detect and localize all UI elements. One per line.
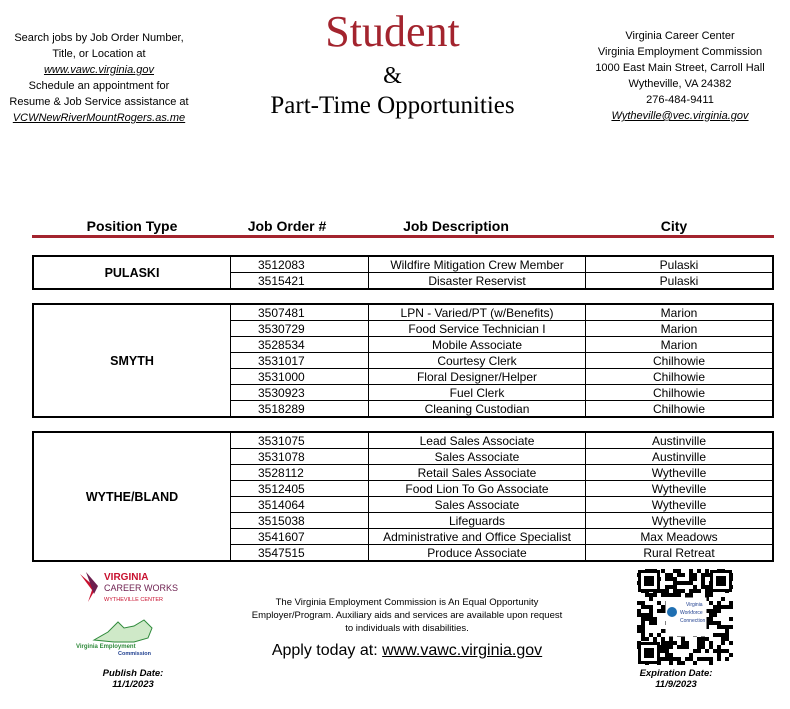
expiration-date-value: 11/9/2023 bbox=[655, 679, 697, 690]
job-city: Pulaski bbox=[586, 256, 774, 273]
job-order-number: 3514064 bbox=[231, 497, 369, 513]
vawc-link[interactable]: www.vawc.virginia.gov bbox=[43, 64, 155, 76]
eeo-line: to individuals with disabilities. bbox=[345, 623, 469, 634]
appointment-link[interactable]: VCWNewRiverMountRogers.as.me bbox=[12, 112, 186, 124]
job-city: Wytheville bbox=[586, 465, 774, 481]
job-description: Food Lion To Go Associate bbox=[369, 481, 586, 497]
column-header-job-order: Job Order # bbox=[247, 218, 327, 234]
job-order-number: 3512405 bbox=[231, 481, 369, 497]
table-row bbox=[33, 256, 773, 273]
left-info-line: Title, or Location at bbox=[52, 48, 146, 60]
job-city: Wytheville bbox=[586, 497, 774, 513]
job-city: Chilhowie bbox=[586, 369, 774, 385]
virginia-state-outline-icon bbox=[74, 618, 160, 658]
vcw-name-line1: VIRGINIA bbox=[104, 572, 149, 583]
job-order-number: 3531000 bbox=[231, 369, 369, 385]
vcw-center-name: WYTHEVILLE CENTER bbox=[104, 597, 163, 603]
vec-name-line2: Commission bbox=[118, 651, 152, 657]
job-description: Floral Designer/Helper bbox=[369, 369, 586, 385]
qr-badge-line3: Connection bbox=[680, 618, 706, 624]
title-ampersand: & bbox=[383, 63, 402, 89]
job-city: Pulaski bbox=[586, 273, 774, 290]
eeo-line: The Virginia Employment Commission is An Equal Opportunity bbox=[275, 597, 539, 608]
table-row bbox=[33, 432, 773, 449]
expiration-date-block bbox=[628, 668, 724, 690]
job-city: Rural Retreat bbox=[586, 545, 774, 562]
email-link[interactable]: Wytheville@vec.virginia.gov bbox=[611, 110, 749, 122]
job-city: Chilhowie bbox=[586, 353, 774, 369]
qr-badge-line2: Workforce bbox=[680, 610, 703, 616]
job-city: Max Meadows bbox=[586, 529, 774, 545]
job-description: Administrative and Office Specialist bbox=[369, 529, 586, 545]
career-works-bird-icon bbox=[78, 568, 188, 610]
job-description: Retail Sales Associate bbox=[369, 465, 586, 481]
eeo-statement bbox=[232, 596, 582, 635]
job-order-number: 3530729 bbox=[231, 321, 369, 337]
job-order-number: 3518289 bbox=[231, 401, 369, 418]
page-title: Student bbox=[325, 7, 460, 56]
publish-date-label: Publish Date: bbox=[102, 668, 164, 679]
job-city: Chilhowie bbox=[586, 385, 774, 401]
qr-code[interactable] bbox=[636, 568, 734, 666]
job-order-number: 3515421 bbox=[231, 273, 369, 290]
publish-date-value: 11/1/2023 bbox=[112, 679, 154, 690]
apply-link[interactable]: www.vawc.virginia.gov bbox=[382, 642, 543, 659]
job-city: Wytheville bbox=[586, 481, 774, 497]
group-location: WYTHE/BLAND bbox=[33, 432, 231, 561]
page-subtitle: Part-Time Opportunities bbox=[270, 92, 515, 119]
job-description: Lifeguards bbox=[369, 513, 586, 529]
vcw-name-line2: CAREER WORKS bbox=[104, 583, 179, 593]
job-city: Marion bbox=[586, 304, 774, 321]
job-order-number: 3531075 bbox=[231, 432, 369, 449]
job-order-number: 3507481 bbox=[231, 304, 369, 321]
job-city: Marion bbox=[586, 337, 774, 353]
header-divider bbox=[32, 235, 774, 238]
job-city: Austinville bbox=[586, 432, 774, 449]
workforce-connection-globe-icon bbox=[667, 607, 677, 617]
table-row bbox=[33, 304, 773, 321]
job-group-pulaski bbox=[32, 255, 774, 290]
job-description: Produce Associate bbox=[369, 545, 586, 562]
job-description: Sales Associate bbox=[369, 497, 586, 513]
job-description: LPN - Varied/PT (w/Benefits) bbox=[369, 304, 586, 321]
job-order-number: 3515038 bbox=[231, 513, 369, 529]
job-description: Sales Associate bbox=[369, 449, 586, 465]
address-city: Wytheville, VA 24382 bbox=[628, 78, 732, 90]
publish-date-block bbox=[88, 668, 178, 690]
virginia-career-works-logo bbox=[78, 568, 188, 610]
center-name: Virginia Career Center bbox=[625, 30, 735, 42]
column-header-city: City bbox=[660, 218, 688, 234]
job-order-number: 3528534 bbox=[231, 337, 369, 353]
job-group-wythe-bland bbox=[32, 431, 774, 562]
qr-badge-line1: Virginia bbox=[686, 602, 703, 608]
left-info-block bbox=[0, 30, 198, 126]
job-description: Courtesy Clerk bbox=[369, 353, 586, 369]
job-city: Marion bbox=[586, 321, 774, 337]
job-order-number: 3531017 bbox=[231, 353, 369, 369]
job-description: Mobile Associate bbox=[369, 337, 586, 353]
job-description: Fuel Clerk bbox=[369, 385, 586, 401]
job-order-number: 3531078 bbox=[231, 449, 369, 465]
qr-code-icon bbox=[636, 568, 734, 666]
job-city: Austinville bbox=[586, 449, 774, 465]
commission-name: Virginia Employment Commission bbox=[597, 46, 763, 58]
right-info-block bbox=[580, 28, 780, 124]
left-info-line: Resume & Job Service assistance at bbox=[9, 96, 189, 108]
job-order-number: 3541607 bbox=[231, 529, 369, 545]
apply-callout bbox=[232, 642, 582, 660]
virginia-employment-commission-logo bbox=[74, 618, 160, 658]
expiration-date-label: Expiration Date: bbox=[639, 668, 713, 679]
apply-prefix: Apply today at: bbox=[271, 642, 378, 659]
job-order-number: 3528112 bbox=[231, 465, 369, 481]
job-city: Chilhowie bbox=[586, 401, 774, 418]
job-description: Cleaning Custodian bbox=[369, 401, 586, 418]
left-info-line: Search jobs by Job Order Number, bbox=[14, 32, 184, 44]
address-street: 1000 East Main Street, Carroll Hall bbox=[595, 62, 765, 74]
phone-number: 276-484-9411 bbox=[646, 94, 714, 106]
job-description: Lead Sales Associate bbox=[369, 432, 586, 449]
job-description: Disaster Reservist bbox=[369, 273, 586, 290]
group-location: SMYTH bbox=[33, 304, 231, 417]
eeo-line: Employer/Program. Auxiliary aids and services are available upon request bbox=[251, 610, 563, 621]
job-order-number: 3547515 bbox=[231, 545, 369, 562]
column-header-job-description: Job Description bbox=[403, 218, 509, 234]
job-city: Wytheville bbox=[586, 513, 774, 529]
job-order-number: 3512083 bbox=[231, 256, 369, 273]
job-description: Wildfire Mitigation Crew Member bbox=[369, 256, 586, 273]
column-header-position-type: Position Type bbox=[86, 218, 178, 234]
job-order-number: 3530923 bbox=[231, 385, 369, 401]
left-info-line: Schedule an appointment for bbox=[28, 80, 170, 92]
vec-name-line1: Virginia Employment bbox=[76, 644, 136, 650]
job-description: Food Service Technician I bbox=[369, 321, 586, 337]
job-group-smyth bbox=[32, 303, 774, 418]
group-location: PULASKI bbox=[33, 256, 231, 289]
